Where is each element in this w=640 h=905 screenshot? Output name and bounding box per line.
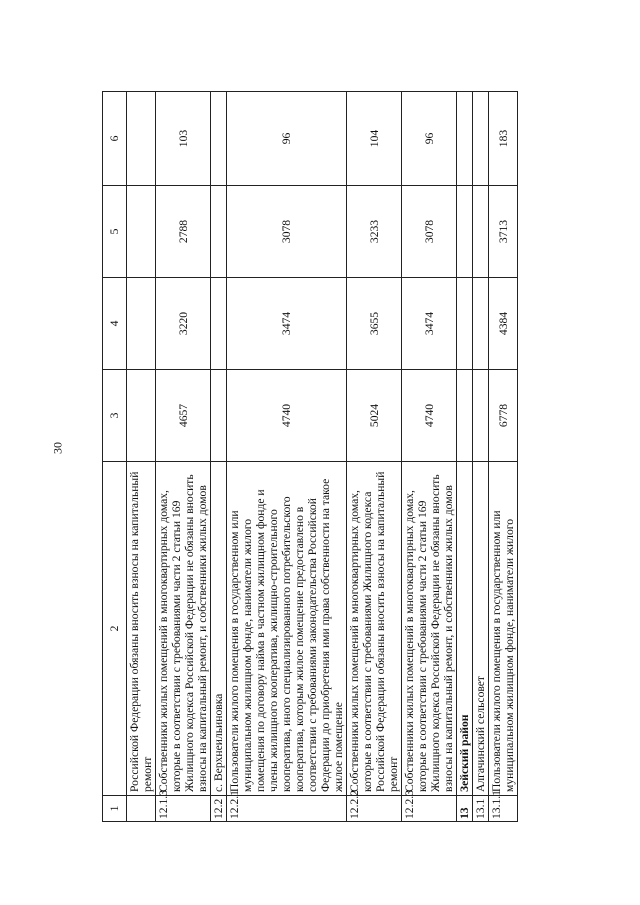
row-value: 96 <box>402 92 457 186</box>
row-value: 3474 <box>402 278 457 370</box>
header-cell: 5 <box>103 186 127 278</box>
row-value <box>457 278 473 370</box>
row-description: Собственники жилых помещений в многоквартирных домах, которые в соответствии с требованиями Жилищного кодекса Российской Федерации обязаны вносить взносы на капитальный ремонт <box>347 462 402 796</box>
table-row <box>489 92 518 822</box>
table-row <box>127 92 156 822</box>
row-value <box>211 278 227 370</box>
table-row <box>156 92 211 822</box>
table-row <box>473 92 489 822</box>
row-description: Собственники жилых помещений в многоквартирных домах, которые в соответствии с требованиями части 2 статьи 169 Жилищного кодекса Российской Федерации не обязаны вносить взносы на капитальный ремонт, и собственники жилых домов <box>156 462 211 796</box>
row-value: 3713 <box>489 186 518 278</box>
table-frame <box>102 92 560 822</box>
tariff-table <box>102 91 518 822</box>
table-row <box>211 92 227 822</box>
row-value: 2788 <box>156 186 211 278</box>
row-value: 3655 <box>347 278 402 370</box>
row-value: 96 <box>227 92 347 186</box>
row-value <box>473 370 489 462</box>
row-code: 12.2.3 <box>402 796 457 822</box>
table-row <box>457 92 473 822</box>
row-description: Алгачинский сельсовет <box>473 462 489 796</box>
row-description: Российской Федерации обязаны вносить взносы на капитальный ремонт <box>127 462 156 796</box>
row-value: 4740 <box>227 370 347 462</box>
row-code: 12.1.3 <box>156 796 211 822</box>
row-value: 3220 <box>156 278 211 370</box>
row-description: Пользователи жилого помещения в государственном или муниципальном жилищном фонде, наниматели жилого помещения по договору найма в частном жилищном фонде и члены жилищного кооператива, жилищно-строительного кооператива, иного специализированного потребительского кооператива, которым жилое помещение предоставлено в соответствии с требованиями законодательства Российской Федерации до приобретения ими права собственности на такое жилое помещение <box>227 462 347 796</box>
row-code <box>127 796 156 822</box>
header-row <box>103 92 127 822</box>
row-value <box>211 370 227 462</box>
table-row <box>402 92 457 822</box>
row-value <box>457 92 473 186</box>
row-value: 183 <box>489 92 518 186</box>
row-description: с. Верхнеильиновка <box>211 462 227 796</box>
row-value: 4657 <box>156 370 211 462</box>
row-code: 12.2 <box>211 796 227 822</box>
row-value: 104 <box>347 92 402 186</box>
row-value: 103 <box>156 92 211 186</box>
row-code: 13 <box>457 796 473 822</box>
row-description: Зейский район <box>457 462 473 796</box>
row-value: 3078 <box>402 186 457 278</box>
row-value: 4740 <box>402 370 457 462</box>
row-value <box>127 92 156 186</box>
row-value <box>127 278 156 370</box>
row-value: 6778 <box>489 370 518 462</box>
row-value: 3078 <box>227 186 347 278</box>
row-code: 13.1 <box>473 796 489 822</box>
row-value <box>127 186 156 278</box>
header-cell: 1 <box>103 796 127 822</box>
row-value <box>473 186 489 278</box>
row-description: Собственники жилых помещений в многоквартирных домах, которые в соответствии с требованиями части 2 статьи 169 Жилищного кодекса Российской Федерации не обязаны вносить взносы на капитальный ремонт, и собственники жилых домов <box>402 462 457 796</box>
row-value <box>127 370 156 462</box>
row-value: 3233 <box>347 186 402 278</box>
row-code: 13.1.1 <box>489 796 518 822</box>
header-cell: 3 <box>103 370 127 462</box>
row-value <box>211 186 227 278</box>
row-code: 12.2.2 <box>347 796 402 822</box>
rotated-table-container <box>102 92 560 822</box>
table-row <box>347 92 402 822</box>
row-value <box>457 370 473 462</box>
table-row <box>227 92 347 822</box>
row-value: 3474 <box>227 278 347 370</box>
row-value <box>473 278 489 370</box>
row-value: 5024 <box>347 370 402 462</box>
row-value <box>473 92 489 186</box>
row-value <box>457 186 473 278</box>
header-cell: 6 <box>103 92 127 186</box>
row-code: 12.2.1 <box>227 796 347 822</box>
page-number: 30 <box>50 442 65 454</box>
row-value: 4384 <box>489 278 518 370</box>
row-value <box>211 92 227 186</box>
header-cell: 4 <box>103 278 127 370</box>
row-description: Пользователи жилого помещения в государственном или муниципальном жилищном фонде, наниматели жилого <box>489 462 518 796</box>
header-cell: 2 <box>103 462 127 796</box>
